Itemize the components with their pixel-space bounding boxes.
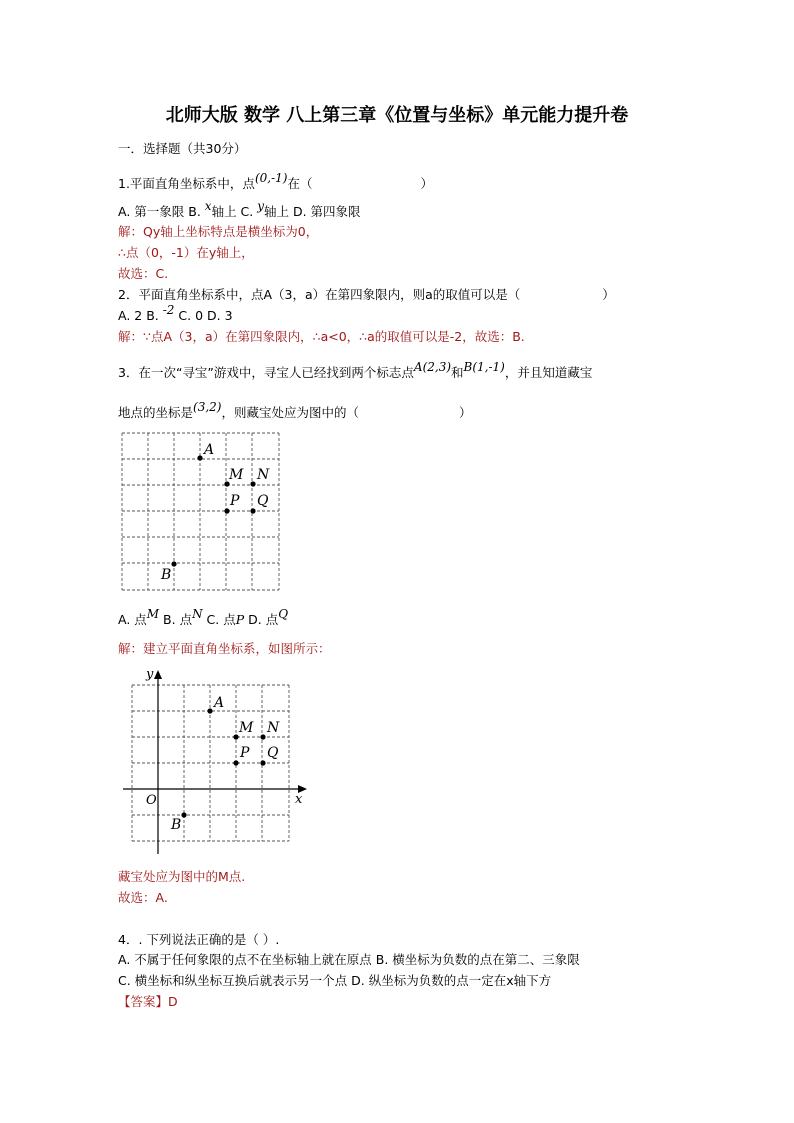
q4-answer: 【答案】D: [118, 994, 178, 1009]
origin-label: O: [146, 793, 157, 808]
q2-solution: 解：∵点A（3，a）在第四象限内，∴a<0，∴a的取值可以是-2，故选：B.: [118, 329, 525, 344]
q2-options: [118, 303, 233, 324]
q3-stem-text: 和: [451, 365, 464, 380]
q2-stem-text: 2．平面直角坐标系中，点A（3，a）在第四象限内，则a的取值可以是（: [118, 287, 521, 302]
q3-stem-line1: [118, 360, 593, 381]
q4-stem: 4．. 下列说法正确的是（ ）.: [118, 932, 280, 947]
q1-option-x: x: [204, 199, 212, 213]
label-p: P: [230, 493, 240, 509]
q3-solution-line3: 故选：A.: [118, 890, 168, 905]
point-a-dot: [197, 455, 202, 460]
q1-solution-line1: 解：Qy轴上坐标特点是横坐标为0，: [118, 224, 319, 239]
point-p-dot: [233, 760, 238, 765]
q1-option-text: 轴上 C.: [211, 204, 258, 219]
label-q: Q: [267, 745, 279, 761]
q3-option-n: N: [192, 607, 203, 621]
point-p-dot: [224, 508, 229, 513]
q3-stem-line2: [118, 400, 472, 421]
label-b: B: [161, 567, 172, 583]
q2-close: ）: [602, 287, 615, 302]
q1-solution-line3: 故选：C.: [118, 266, 169, 281]
q3-option-q: Q: [278, 607, 289, 621]
q1-stem: [118, 171, 433, 192]
q3-solution-line2: 藏宝处应为图中的M点.: [118, 869, 246, 884]
q3-treasure-point: (3,2): [193, 400, 222, 414]
q3-stem-text: 3．在一次“寻宝”游戏中，寻宝人已经找到两个标志点: [118, 365, 414, 380]
label-m: M: [239, 720, 254, 736]
x-axis-label: x: [295, 792, 303, 807]
q4-options-cd: C. 横坐标和纵坐标互换后就表示另一个点 D. 纵坐标为负数的点一定在x轴下方: [118, 973, 552, 988]
q3-grid-figure: [118, 428, 288, 593]
q1-close: ）: [420, 176, 433, 191]
q1-option-text: 轴上 D. 第四象限: [264, 204, 361, 219]
label-n: N: [267, 720, 280, 736]
q3-stem-text: 地点的坐标是: [118, 405, 194, 420]
y-axis-label: y: [146, 667, 154, 682]
point-q-dot: [260, 760, 265, 765]
point-n-dot: [250, 481, 255, 486]
q3-option-text: B. 点: [159, 612, 193, 627]
y-axis-arrow: [154, 670, 162, 679]
q1-options: [118, 199, 361, 220]
q3-option-p: P: [235, 612, 245, 627]
q3-stem-text: ，并且知道藏宝: [504, 365, 593, 380]
q3-point-a: A(2,3): [413, 360, 452, 374]
page-title: 北师大版 数学 八上第三章《位置与坐标》单元能力提升卷: [165, 105, 629, 126]
label-p: P: [240, 745, 250, 761]
section-heading: 一．选择题（共30分）: [118, 141, 247, 156]
q2-option-text: C. 0 D. 3: [174, 308, 233, 323]
q3-option-text: A. 点: [118, 612, 147, 627]
q3-option-m: M: [146, 607, 160, 621]
point-b-dot: [181, 812, 186, 817]
label-a: A: [214, 695, 225, 711]
q1-solution-line2: ∴点（0，-1）在y轴上，: [118, 245, 254, 260]
label-b: B: [171, 817, 182, 833]
point-n-dot: [260, 734, 265, 739]
point-q-dot: [250, 508, 255, 513]
q3-stem-text: ，则藏宝处应为图中的（: [221, 405, 359, 420]
q3-solution-line1: 解：建立平面直角坐标系，如图所示：: [118, 641, 331, 656]
label-m: M: [229, 467, 244, 483]
point-b-dot: [171, 561, 176, 566]
q3-close: ）: [458, 405, 472, 420]
point-m-dot: [233, 734, 238, 739]
q2-option-b-value: -2: [162, 303, 175, 317]
q1-stem-post: 在（: [287, 176, 313, 191]
q3-point-b: B(1,-1): [463, 360, 505, 374]
q1-stem-pre: 1.平面直角坐标系中，点: [118, 176, 255, 191]
q2-stem: [118, 287, 615, 302]
q3-option-text: D. 点: [244, 612, 279, 627]
q3-option-text: C. 点: [202, 612, 236, 627]
label-n: N: [257, 467, 270, 483]
q1-option-y: y: [257, 199, 264, 213]
q4-options-ab: A. 不属于任何象限的点不在坐标轴上就在原点 B. 横坐标为负数的点在第二、三象限: [118, 952, 580, 967]
q2-option-text: A. 2 B.: [118, 308, 163, 323]
label-q: Q: [257, 493, 269, 509]
label-a: A: [204, 442, 215, 458]
q3-coordinate-figure: [118, 664, 313, 858]
q1-option-text: A. 第一象限 B.: [118, 204, 205, 219]
q1-point: (0,-1): [254, 171, 288, 185]
q3-options: [118, 607, 289, 628]
point-a-dot: [207, 708, 212, 713]
